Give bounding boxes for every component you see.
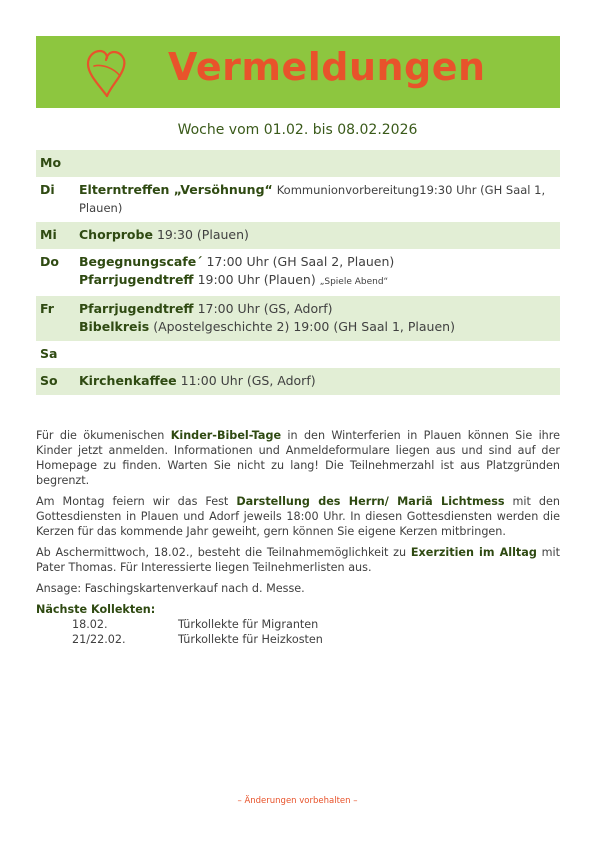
collection-row bbox=[36, 632, 560, 647]
announcement-highlight: Exerzitien im Alltag bbox=[410, 546, 537, 559]
event-detail: (Apostelgeschichte 2) 19:00 (GH Saal 1, Plauen) bbox=[153, 319, 455, 334]
footer-note: – Änderungen vorbehalten – bbox=[237, 796, 358, 806]
event-detail: Kommunionvorbereitung19:30 Uhr (GH Saal 1, Plauen) bbox=[79, 183, 546, 215]
collection-date: 21/22.02. bbox=[72, 633, 126, 646]
event-note: „Spiele Abend“ bbox=[319, 277, 389, 287]
event-detail: 17:00 Uhr (GS, Adorf) bbox=[197, 301, 333, 316]
announcements bbox=[36, 428, 560, 647]
schedule-row-do bbox=[36, 249, 560, 296]
day-label: Do bbox=[40, 254, 59, 269]
collection-label: Türkollekte für Heizkosten bbox=[178, 633, 323, 646]
day-label: So bbox=[40, 373, 58, 388]
day-label: Sa bbox=[40, 346, 58, 361]
heart-pin-logo-icon bbox=[80, 46, 134, 100]
collections-heading: Nächste Kollekten: bbox=[36, 603, 156, 616]
day-label: Di bbox=[40, 182, 55, 197]
weekly-schedule bbox=[36, 150, 560, 395]
event-name: Elterntreffen „Versöhnung“ bbox=[79, 182, 273, 197]
event-detail: 19:30 (Plauen) bbox=[156, 227, 249, 242]
announcement-highlight: Kinder-Bibel-Tage bbox=[170, 429, 282, 442]
schedule-row-mo bbox=[36, 150, 560, 177]
event-name: Chorprobe bbox=[79, 227, 153, 242]
announcement-paragraph: Ab Aschermittwoch, 18.02., besteht die Teilnahmemöglichkeit zu Exerzitien im Alltag mit Pater Thomas. Für Interessierte liegen Teilnehmerlisten aus. bbox=[36, 546, 560, 574]
event-item bbox=[79, 253, 554, 271]
event-name: Pfarrjugendtreff bbox=[79, 301, 194, 316]
week-range-label: Woche vom 01.02. bis 08.02.2026 bbox=[177, 122, 418, 138]
event-name: Pfarrjugendtreff bbox=[79, 272, 194, 287]
event-item bbox=[79, 271, 554, 291]
header-banner bbox=[36, 36, 560, 108]
day-label: Fr bbox=[40, 301, 54, 316]
collection-row bbox=[36, 617, 560, 632]
day-label: Mo bbox=[40, 155, 62, 170]
event-detail: 19:00 Uhr (Plauen) bbox=[197, 272, 316, 287]
announcement-paragraph: Ansage: Faschingskartenverkauf nach d. Messe. bbox=[36, 582, 305, 595]
schedule-row-sa bbox=[36, 341, 560, 368]
event-item bbox=[79, 318, 554, 336]
event-name: Begegnungscafe´ bbox=[79, 254, 203, 269]
event-item bbox=[79, 300, 554, 318]
collection-label: Türkollekte für Migranten bbox=[178, 618, 319, 631]
event-detail: 17:00 Uhr (GH Saal 2, Plauen) bbox=[206, 254, 395, 269]
event-detail: 11:00 Uhr (GS, Adorf) bbox=[180, 373, 316, 388]
schedule-row-so bbox=[36, 368, 560, 395]
announcement-paragraph: Für die ökumenischen Kinder-Bibel-Tage in den Winterferien in Plauen können Sie ihre Kinder jetzt anmelden. Informationen und Anmeldeformulare liegen aus und sind auf der Homepage zu finden. Warten Sie nicht zu lang! Die Teilnehmerzahl ist aus Platzgründen begrenzt. bbox=[36, 429, 561, 487]
day-label: Mi bbox=[40, 227, 57, 242]
announcement-paragraph: Am Montag feiern wir das Fest Darstellung des Herrn/ Mariä Lichtmess mit den Gottesdiensten in Plauen und Adorf jeweils 18:00 Uhr. In diesen Gottesdiensten werden die Kerzen für das kommende Jahr geweiht, gern können Sie eigene Kerzen mitbringen. bbox=[36, 495, 560, 538]
event-name: Bibelkreis bbox=[79, 319, 150, 334]
schedule-row-mi bbox=[36, 222, 560, 249]
collection-date: 18.02. bbox=[72, 618, 108, 631]
page-title: Vermeldungen bbox=[168, 45, 486, 89]
schedule-row-fr bbox=[36, 296, 560, 341]
event-name: Kirchenkaffee bbox=[79, 373, 177, 388]
schedule-row-di bbox=[36, 177, 560, 222]
announcement-highlight: Darstellung des Herrn/ Mariä Lichtmess bbox=[236, 495, 505, 508]
